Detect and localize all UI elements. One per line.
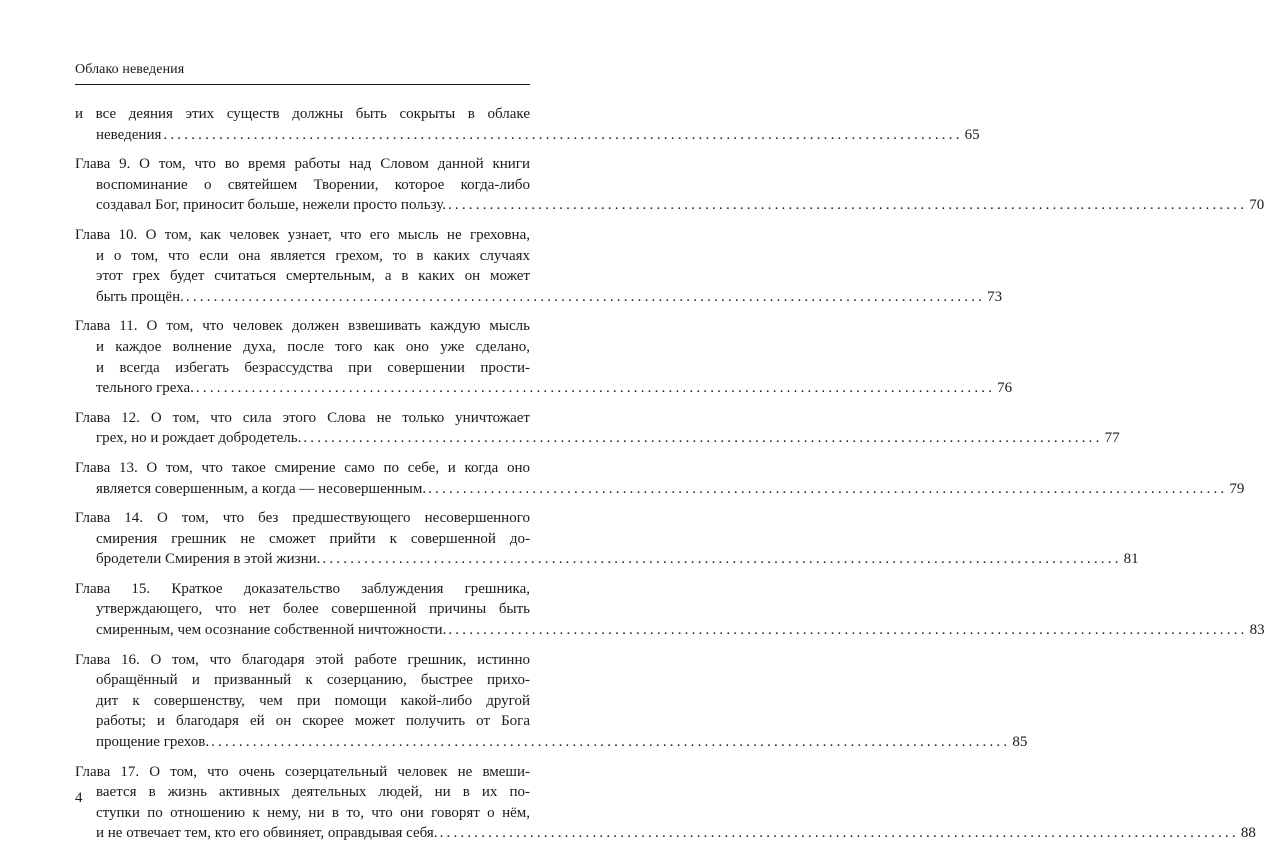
toc-entry-last-line <box>75 195 1265 216</box>
toc-entry-text: и каждое волнение духа, после того как оно уже сделано, <box>96 338 530 355</box>
toc-entry-last-line <box>75 428 1120 449</box>
dot-leader: ................................................................................................................... <box>303 430 1103 447</box>
toc-entry-text: грех, но и рождает добродетель. <box>96 430 302 447</box>
toc-entry-last-line <box>75 287 1003 308</box>
dot-leader: ................................................................................................................... <box>447 197 1248 214</box>
toc-entry-text: дит к совершенству, чем при помощи какой-либо другой <box>96 692 530 709</box>
dot-leader: ................................................................................................................... <box>428 480 1228 497</box>
dot-leader: ................................................................................................................... <box>163 126 963 143</box>
toc-entry-text: работы; и благодаря ей он скорее может получить от Бога <box>96 713 530 730</box>
toc-entry-text: Глава 9. О том, что во время работы над Словом данной книги <box>75 156 530 173</box>
toc-entry-text: вается в жизнь активных деятельных людей, ни в их по- <box>96 784 530 801</box>
toc-entry-text: бродетели Смирения в этой жизни. <box>96 551 321 568</box>
dot-leader: ................................................................................................................... <box>439 825 1239 842</box>
dot-leader: ................................................................................................................... <box>195 380 996 397</box>
toc-entry-text: Глава 16. О том, что благодаря этой работе грешник, истинно <box>75 651 530 668</box>
toc-page-number: 88 <box>1240 825 1256 842</box>
dot-leader: ................................................................................................................... <box>211 734 1011 751</box>
dot-leader: ................................................................................................................... <box>185 288 986 305</box>
toc-entry <box>75 508 1139 570</box>
toc-entry-text: Глава 13. О том, что такое смирение само по себе, и когда оно <box>75 459 530 476</box>
toc-entry-text: воспоминание о святейшем Творении, которое когда-либо <box>96 176 530 193</box>
toc-entry-text: Глава 14. О том, что без предшествующего несовершенного <box>75 510 530 527</box>
table-of-contents <box>75 104 1265 853</box>
toc-entry-text: и не отвечает тем, кто его обвиняет, оправдывая себя. <box>96 825 438 842</box>
toc-entry-text: является совершенным, а когда — несовершенным. <box>96 480 427 497</box>
toc-entry-last-line <box>75 823 1256 844</box>
toc-entry-last-line <box>75 378 1013 399</box>
toc-entry-text: Глава 17. О том, что очень созерцательный человек не вмеши- <box>75 763 530 780</box>
toc-page-number: 77 <box>1104 430 1120 447</box>
toc-entry <box>75 316 1013 398</box>
toc-entry-last-line <box>75 549 1139 570</box>
toc-entry-text: Глава 12. О том, что сила этого Слова не только уничтожает <box>75 409 530 426</box>
toc-page-number: 83 <box>1249 622 1265 639</box>
toc-entry <box>75 458 1245 499</box>
toc-page-number: 79 <box>1229 480 1245 497</box>
toc-entry-text: и всегда избегать безрассудства при совершении прости- <box>96 359 530 376</box>
toc-page-number: 70 <box>1249 197 1265 214</box>
page-number: 4 <box>75 790 83 806</box>
toc-entry-last-line <box>75 620 1265 641</box>
toc-entry-text: смиренным, чем осознание собственной ничтожности. <box>96 622 447 639</box>
toc-entry <box>75 104 980 145</box>
toc-entry <box>75 762 1256 844</box>
toc-entry-last-line <box>75 479 1245 500</box>
toc-entry <box>75 579 1265 641</box>
toc-entry-last-line <box>75 732 1028 753</box>
toc-entry-last-line <box>75 125 980 146</box>
toc-entry-text: и о том, что если она является грехом, то в каких случаях <box>96 247 530 264</box>
toc-entry-text: утверждающего, что нет более совершенной причины быть <box>96 601 530 618</box>
toc-entry <box>75 154 1265 216</box>
toc-entry-text: Глава 11. О том, что человек должен взвешивать каждую мысль <box>75 318 530 335</box>
header-rule <box>75 84 530 85</box>
toc-entry-text: Глава 10. О том, как человек узнает, что его мысль не греховна, <box>75 226 530 243</box>
toc-entry-text: прощение грехов. <box>96 734 210 751</box>
dot-leader: ................................................................................................................... <box>322 551 1122 568</box>
toc-entry-text: быть прощён. <box>96 288 184 305</box>
toc-page-number: 73 <box>987 288 1003 305</box>
toc-entry-text: ступки по отношению к нему, ни в то, что они говорят о нём, <box>96 804 530 821</box>
toc-page-number: 76 <box>997 380 1013 397</box>
toc-page-number: 85 <box>1012 734 1028 751</box>
toc-entry-text: смирения грешник не сможет прийти к совершенной до- <box>96 530 530 547</box>
toc-entry-text: обращённый и призванный к созерцанию, быстрее прихо- <box>96 672 530 689</box>
toc-entry-text: и все деяния этих существ должны быть сокрыты в облаке <box>75 106 530 122</box>
toc-entry-text: этот грех будет считаться смертельным, а в каких он может <box>96 268 530 285</box>
toc-entry <box>75 650 1028 753</box>
toc-page-number: 65 <box>964 126 980 143</box>
dot-leader: ................................................................................................................... <box>448 622 1248 639</box>
running-head: Облако неведения <box>75 62 185 77</box>
toc-entry-text: создавал Бог, приносит больше, нежели просто пользу. <box>96 197 446 214</box>
toc-entry <box>75 408 1120 449</box>
toc-entry-text: тельного греха. <box>96 380 194 397</box>
toc-entry <box>75 225 1003 307</box>
toc-entry-text: Глава 15. Краткое доказательство заблуждения грешника, <box>75 580 530 597</box>
toc-page-number: 81 <box>1123 551 1139 568</box>
toc-entry-text: неведения <box>96 126 162 143</box>
